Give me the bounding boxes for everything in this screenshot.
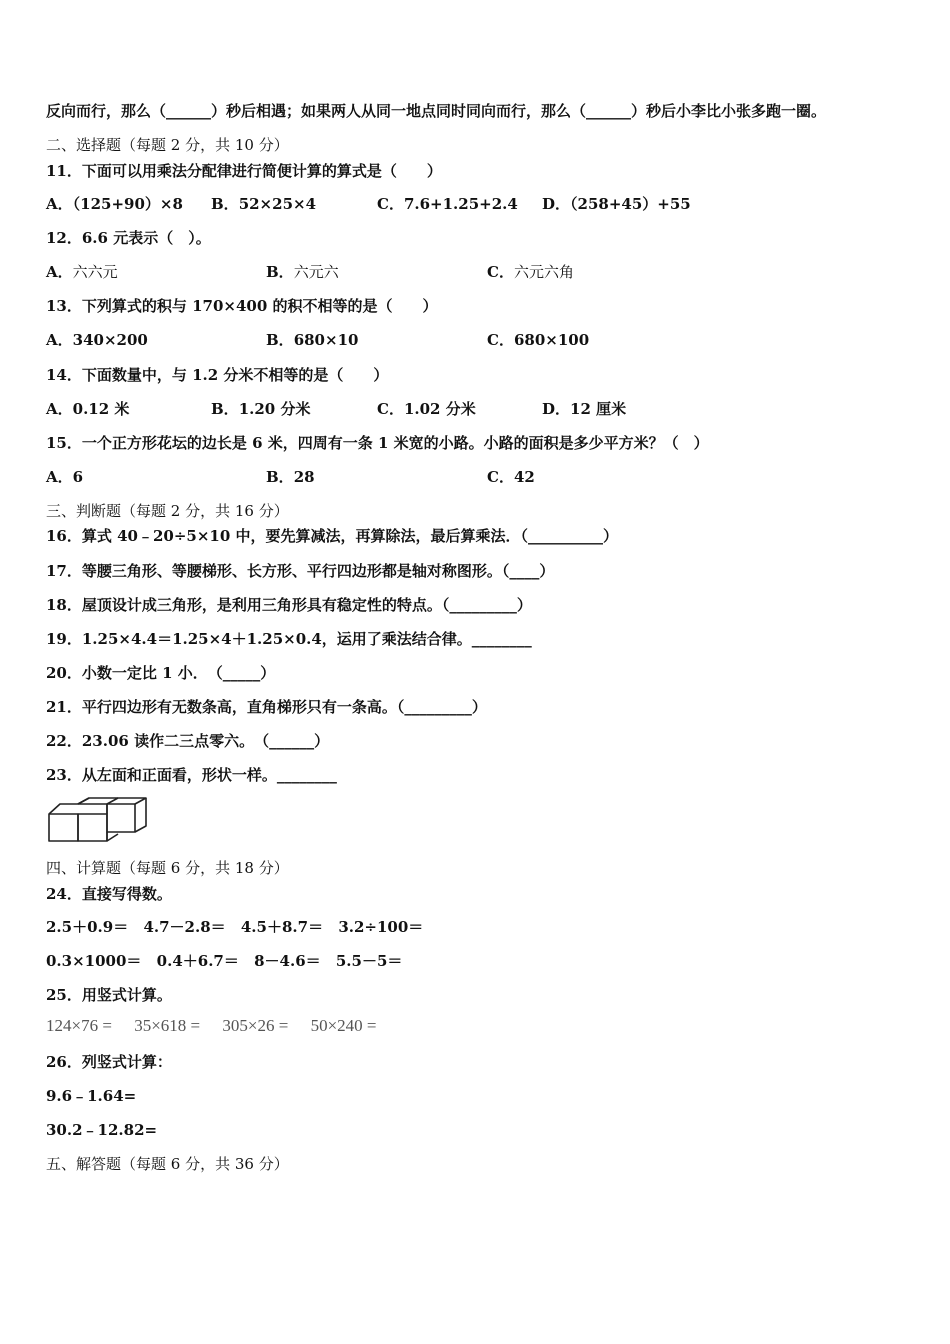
q24-row-1 <box>46 917 433 937</box>
q26-item-1: 9.6﹣1.64= <box>46 1087 137 1105</box>
q11-option-d: D．（258+45）+55 <box>542 195 691 213</box>
question-22: 22．23.06 读作二三点零六。 （______） <box>46 732 330 750</box>
q24-item: 2.5＋0.9＝ <box>46 918 129 936</box>
q14-option-b: B．1.20 分米 <box>211 400 311 418</box>
question-14: 14．下面数量中，与 1.2 分米不相等的是（ ） <box>46 366 389 384</box>
q25-item: 50×240 = <box>310 1016 377 1035</box>
section2-heading: 二、选择题（每题 2 分，共 10 分） <box>46 136 289 154</box>
question-21: 21．平行四边形有无数条高，直角梯形只有一条高。（_________） <box>46 698 487 716</box>
question-25: 25．用竖式计算。 <box>46 986 172 1004</box>
question-11: 11．下面可以用乘法分配律进行简便计算的算式是（ ） <box>46 162 442 180</box>
q11-option-c: C．7.6+1.25+2.4 <box>377 195 518 213</box>
question-19: 19．1.25×4.4＝1.25×4＋1.25×0.4，运用了乘法结合律。________ <box>46 630 532 648</box>
question-12: 12．6.6 元表示（ ）。 <box>46 229 211 247</box>
q15-option-b: B．28 <box>266 468 315 486</box>
section3-heading: 三、判断题（每题 2 分，共 16 分） <box>46 502 289 520</box>
q12-option-c: C．六元六角 <box>487 263 574 281</box>
question-16: 16．算式 40﹣20÷5×10 中，要先算减法，再算除法，最后算乘法．（__________） <box>46 527 619 545</box>
q24-item: 0.4＋6.7＝ <box>156 952 239 970</box>
q13-option-a: A．340×200 <box>46 331 148 349</box>
cube-stack-figure <box>46 796 150 844</box>
question-18: 18．屋顶设计成三角形，是利用三角形具有稳定性的特点。（_________） <box>46 596 532 614</box>
question-20: 20．小数一定比 1 小． （_____） <box>46 664 276 682</box>
question-15: 15．一个正方形花坛的边长是 6 米，四周有一条 1 米宽的小路。小路的面积是多少平方米？（ ） <box>46 434 709 452</box>
q15-option-a: A．6 <box>46 468 84 486</box>
q25-item: 124×76 = <box>46 1016 112 1035</box>
q11-option-b: B．52×25×4 <box>211 195 317 213</box>
q13-option-c: C．680×100 <box>487 331 590 349</box>
q25-row <box>46 1015 395 1037</box>
question-26: 26．列竖式计算： <box>46 1053 172 1071</box>
cube-front-1 <box>49 814 78 841</box>
q25-item: 305×26 = <box>222 1016 289 1035</box>
question-13: 13．下列算式的积与 170×400 的积不相等的是（ ） <box>46 297 438 315</box>
question-17: 17．等腰三角形、等腰梯形、长方形、平行四边形都是轴对称图形。（____） <box>46 562 555 580</box>
q24-item: 4.5＋8.7＝ <box>240 918 324 936</box>
question-24: 24．直接写得数。 <box>46 885 172 903</box>
q24-item: 5.5－5＝ <box>335 952 403 970</box>
question-23: 23．从左面和正面看，形状一样。________ <box>46 766 337 784</box>
cube-front-2 <box>78 814 107 841</box>
q24-item: 8－4.6＝ <box>254 952 321 970</box>
q14-option-d: D．12 厘米 <box>542 400 627 418</box>
q12-option-a: A．六六元 <box>46 263 118 281</box>
q15-option-c: C．42 <box>487 468 535 486</box>
section5-heading: 五、解答题（每题 6 分，共 36 分） <box>46 1155 289 1173</box>
q26-item-2: 30.2﹣12.82= <box>46 1121 158 1139</box>
intro-line: 反向而行，那么（______）秒后相遇；如果两人从同一地点同时同向而行，那么（______）秒后小李比小张多跑一圈。 <box>46 102 827 120</box>
q14-option-a: A．0.12 米 <box>46 400 130 418</box>
q11-option-a: A．（125+90）×8 <box>46 195 183 213</box>
q12-option-b: B．六元六 <box>266 263 339 281</box>
q14-option-c: C．1.02 分米 <box>377 400 476 418</box>
q24-item: 4.7－2.8＝ <box>143 918 226 936</box>
section4-heading: 四、计算题（每题 6 分，共 18 分） <box>46 859 289 877</box>
q24-item: 3.2÷100＝ <box>338 918 424 936</box>
q13-option-b: B．680×10 <box>266 331 359 349</box>
q24-row-2 <box>46 951 412 971</box>
q24-item: 0.3×1000＝ <box>46 952 142 970</box>
q25-item: 35×618 = <box>134 1016 201 1035</box>
